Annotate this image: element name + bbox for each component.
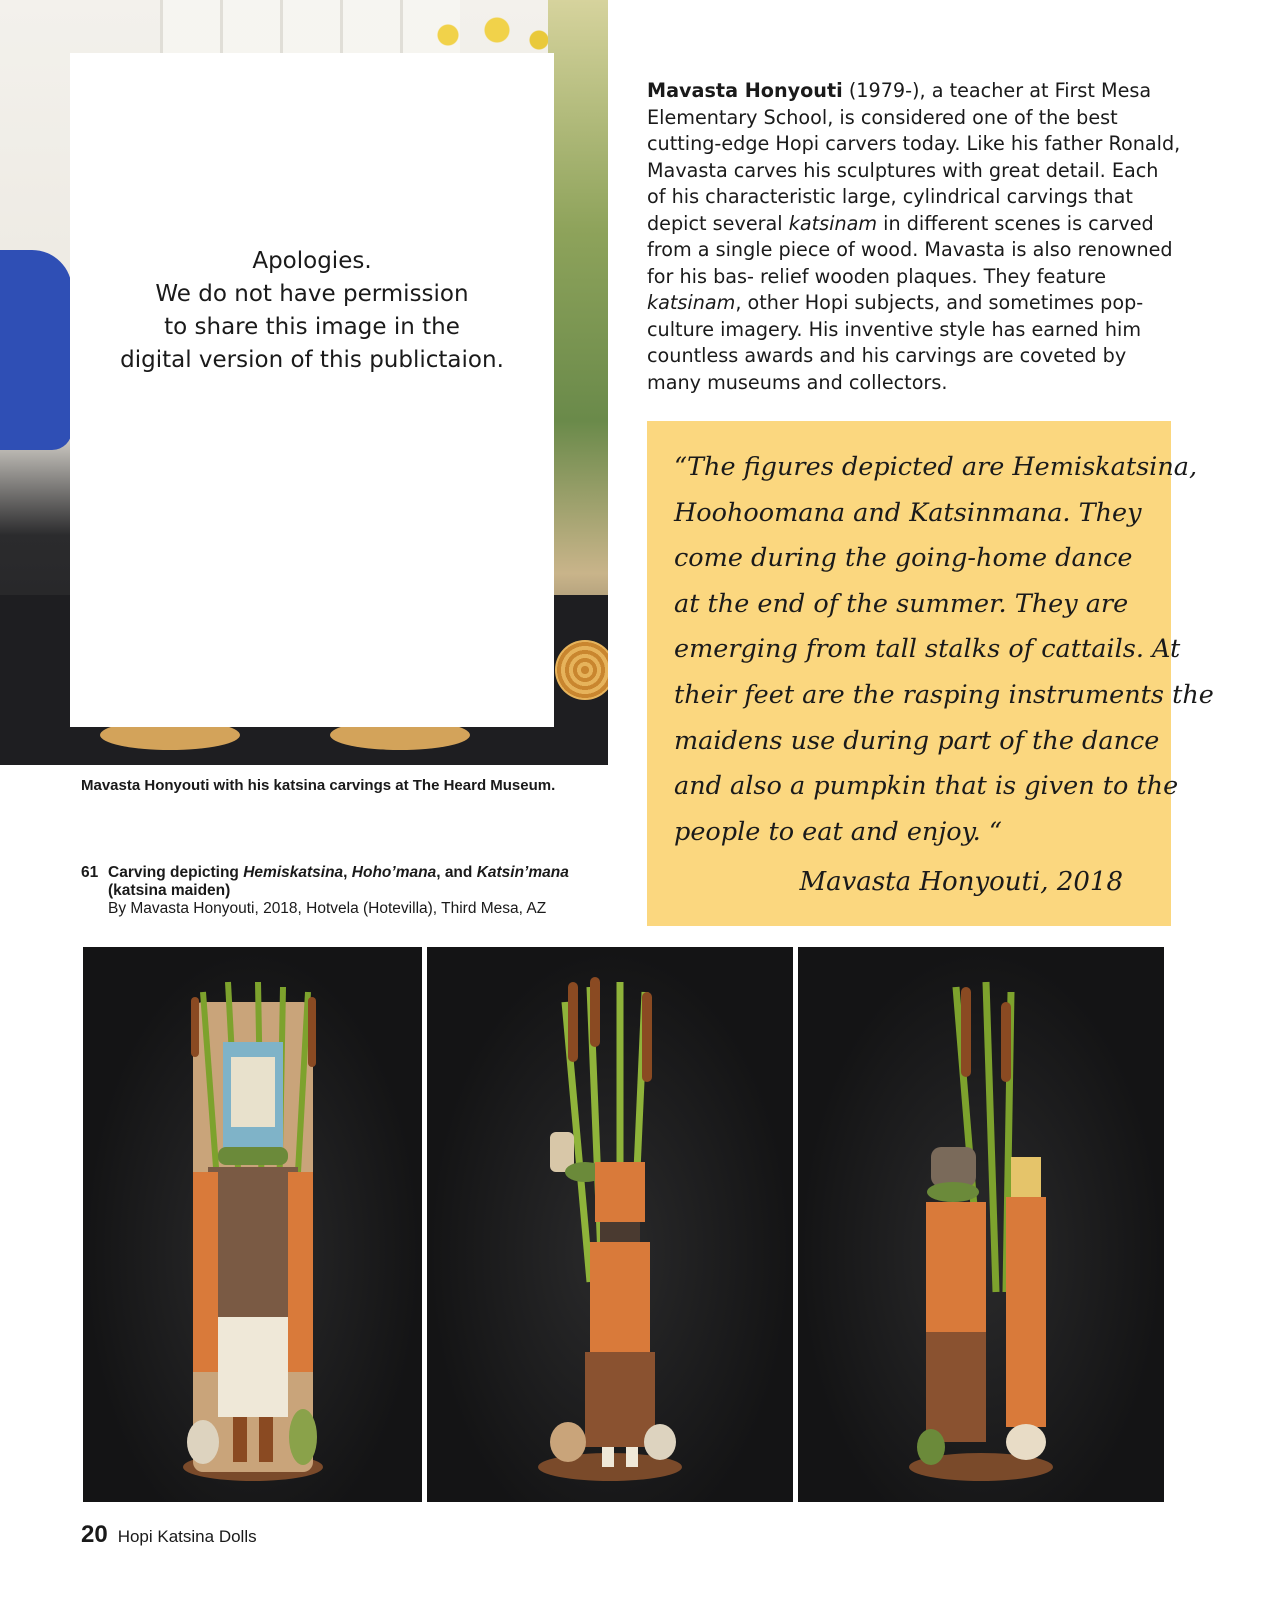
figure-title-text: Carving depicting bbox=[108, 864, 244, 881]
bio-text: , other Hopi subjects, and sometimes pop-culture imagery. His inventive style has earned him countless awards and his carvings are coveted by many museums and collectors. bbox=[647, 291, 1144, 394]
bio-italic: katsinam bbox=[788, 211, 878, 235]
quote-line: and also a pumpkin that is given to the bbox=[674, 771, 1179, 802]
quote-line: “The figures depicted are Hemiskatsina, bbox=[674, 452, 1198, 482]
quote-line: their feet are the rasping instruments the bbox=[674, 679, 1214, 710]
book-title: Hopi Katsina Dolls bbox=[117, 1527, 257, 1546]
permission-line: We do not have permission bbox=[155, 281, 469, 307]
permission-line: digital version of this publictaion. bbox=[120, 347, 504, 373]
permission-notice bbox=[70, 53, 554, 727]
bio-text: (1979-), a teacher at First Mesa Elementary School, is considered one of the best cutting-edge Hopi carvers today. Like his father Ronald, Mavasta carves his sculptures with great detail. Each of his characteristic large, cylindrical carvings that depict several bbox=[647, 79, 1181, 235]
figure-title-text: , and bbox=[436, 864, 477, 881]
blue-shirt bbox=[0, 250, 72, 450]
permission-line: Apologies. bbox=[252, 248, 372, 274]
quote-line: emerging from tall stalks of cattails. At bbox=[674, 634, 1181, 665]
permission-line: to share this image in the bbox=[164, 314, 460, 340]
page-footer bbox=[81, 1521, 257, 1549]
figure-caption bbox=[81, 864, 569, 918]
quote-text bbox=[674, 445, 1214, 855]
carving-photo-front bbox=[83, 947, 422, 1502]
figure-title bbox=[108, 864, 569, 882]
figure-name: Hoho’mana bbox=[351, 864, 437, 881]
carving-illustration bbox=[901, 962, 1061, 1487]
permission-message bbox=[120, 245, 504, 377]
quote-line: at the end of the summer. They are bbox=[674, 588, 1129, 619]
figure-credit: By Mavasta Honyouti, 2018, Hotvela (Hotevilla), Third Mesa, AZ bbox=[108, 900, 547, 917]
figure-subtitle: (katsina maiden) bbox=[108, 882, 231, 899]
figure-name: Hemiskatsina bbox=[243, 864, 344, 881]
bio-text: in different scenes is carved from a single piece of wood. Mavasta is also renowned for his bas- relief wooden plaques. They feature bbox=[647, 211, 1173, 288]
window-background bbox=[160, 0, 460, 60]
quote-line: people to eat and enjoy. “ bbox=[674, 816, 1002, 847]
figure-title-text: , bbox=[343, 864, 352, 881]
figure-number: 61 bbox=[81, 864, 99, 881]
photo-caption: Mavasta Honyouti with his katsina carvings at The Heard Museum. bbox=[81, 777, 556, 794]
bio-italic: katsinam bbox=[647, 291, 736, 314]
bio-paragraph bbox=[647, 78, 1182, 396]
quote-attribution: Mavasta Honyouti, 2018 bbox=[799, 867, 1123, 897]
carving-photo-back bbox=[427, 947, 793, 1502]
quote-line: come during the going-home dance bbox=[674, 543, 1133, 574]
artist-name: Mavasta Honyouti bbox=[647, 79, 843, 102]
page-number: 20 bbox=[81, 1521, 108, 1548]
carving-illustration bbox=[173, 962, 333, 1487]
quote-line: Hoohoomana and Katsinmana. They bbox=[674, 497, 1142, 528]
quote-line: maidens use during part of the dance bbox=[674, 725, 1160, 756]
carving-illustration bbox=[530, 962, 690, 1487]
quote-box bbox=[647, 421, 1214, 926]
carving-photo-side bbox=[798, 947, 1164, 1502]
woven-basket bbox=[555, 640, 608, 700]
figure-name: Katsin’mana bbox=[476, 864, 569, 881]
